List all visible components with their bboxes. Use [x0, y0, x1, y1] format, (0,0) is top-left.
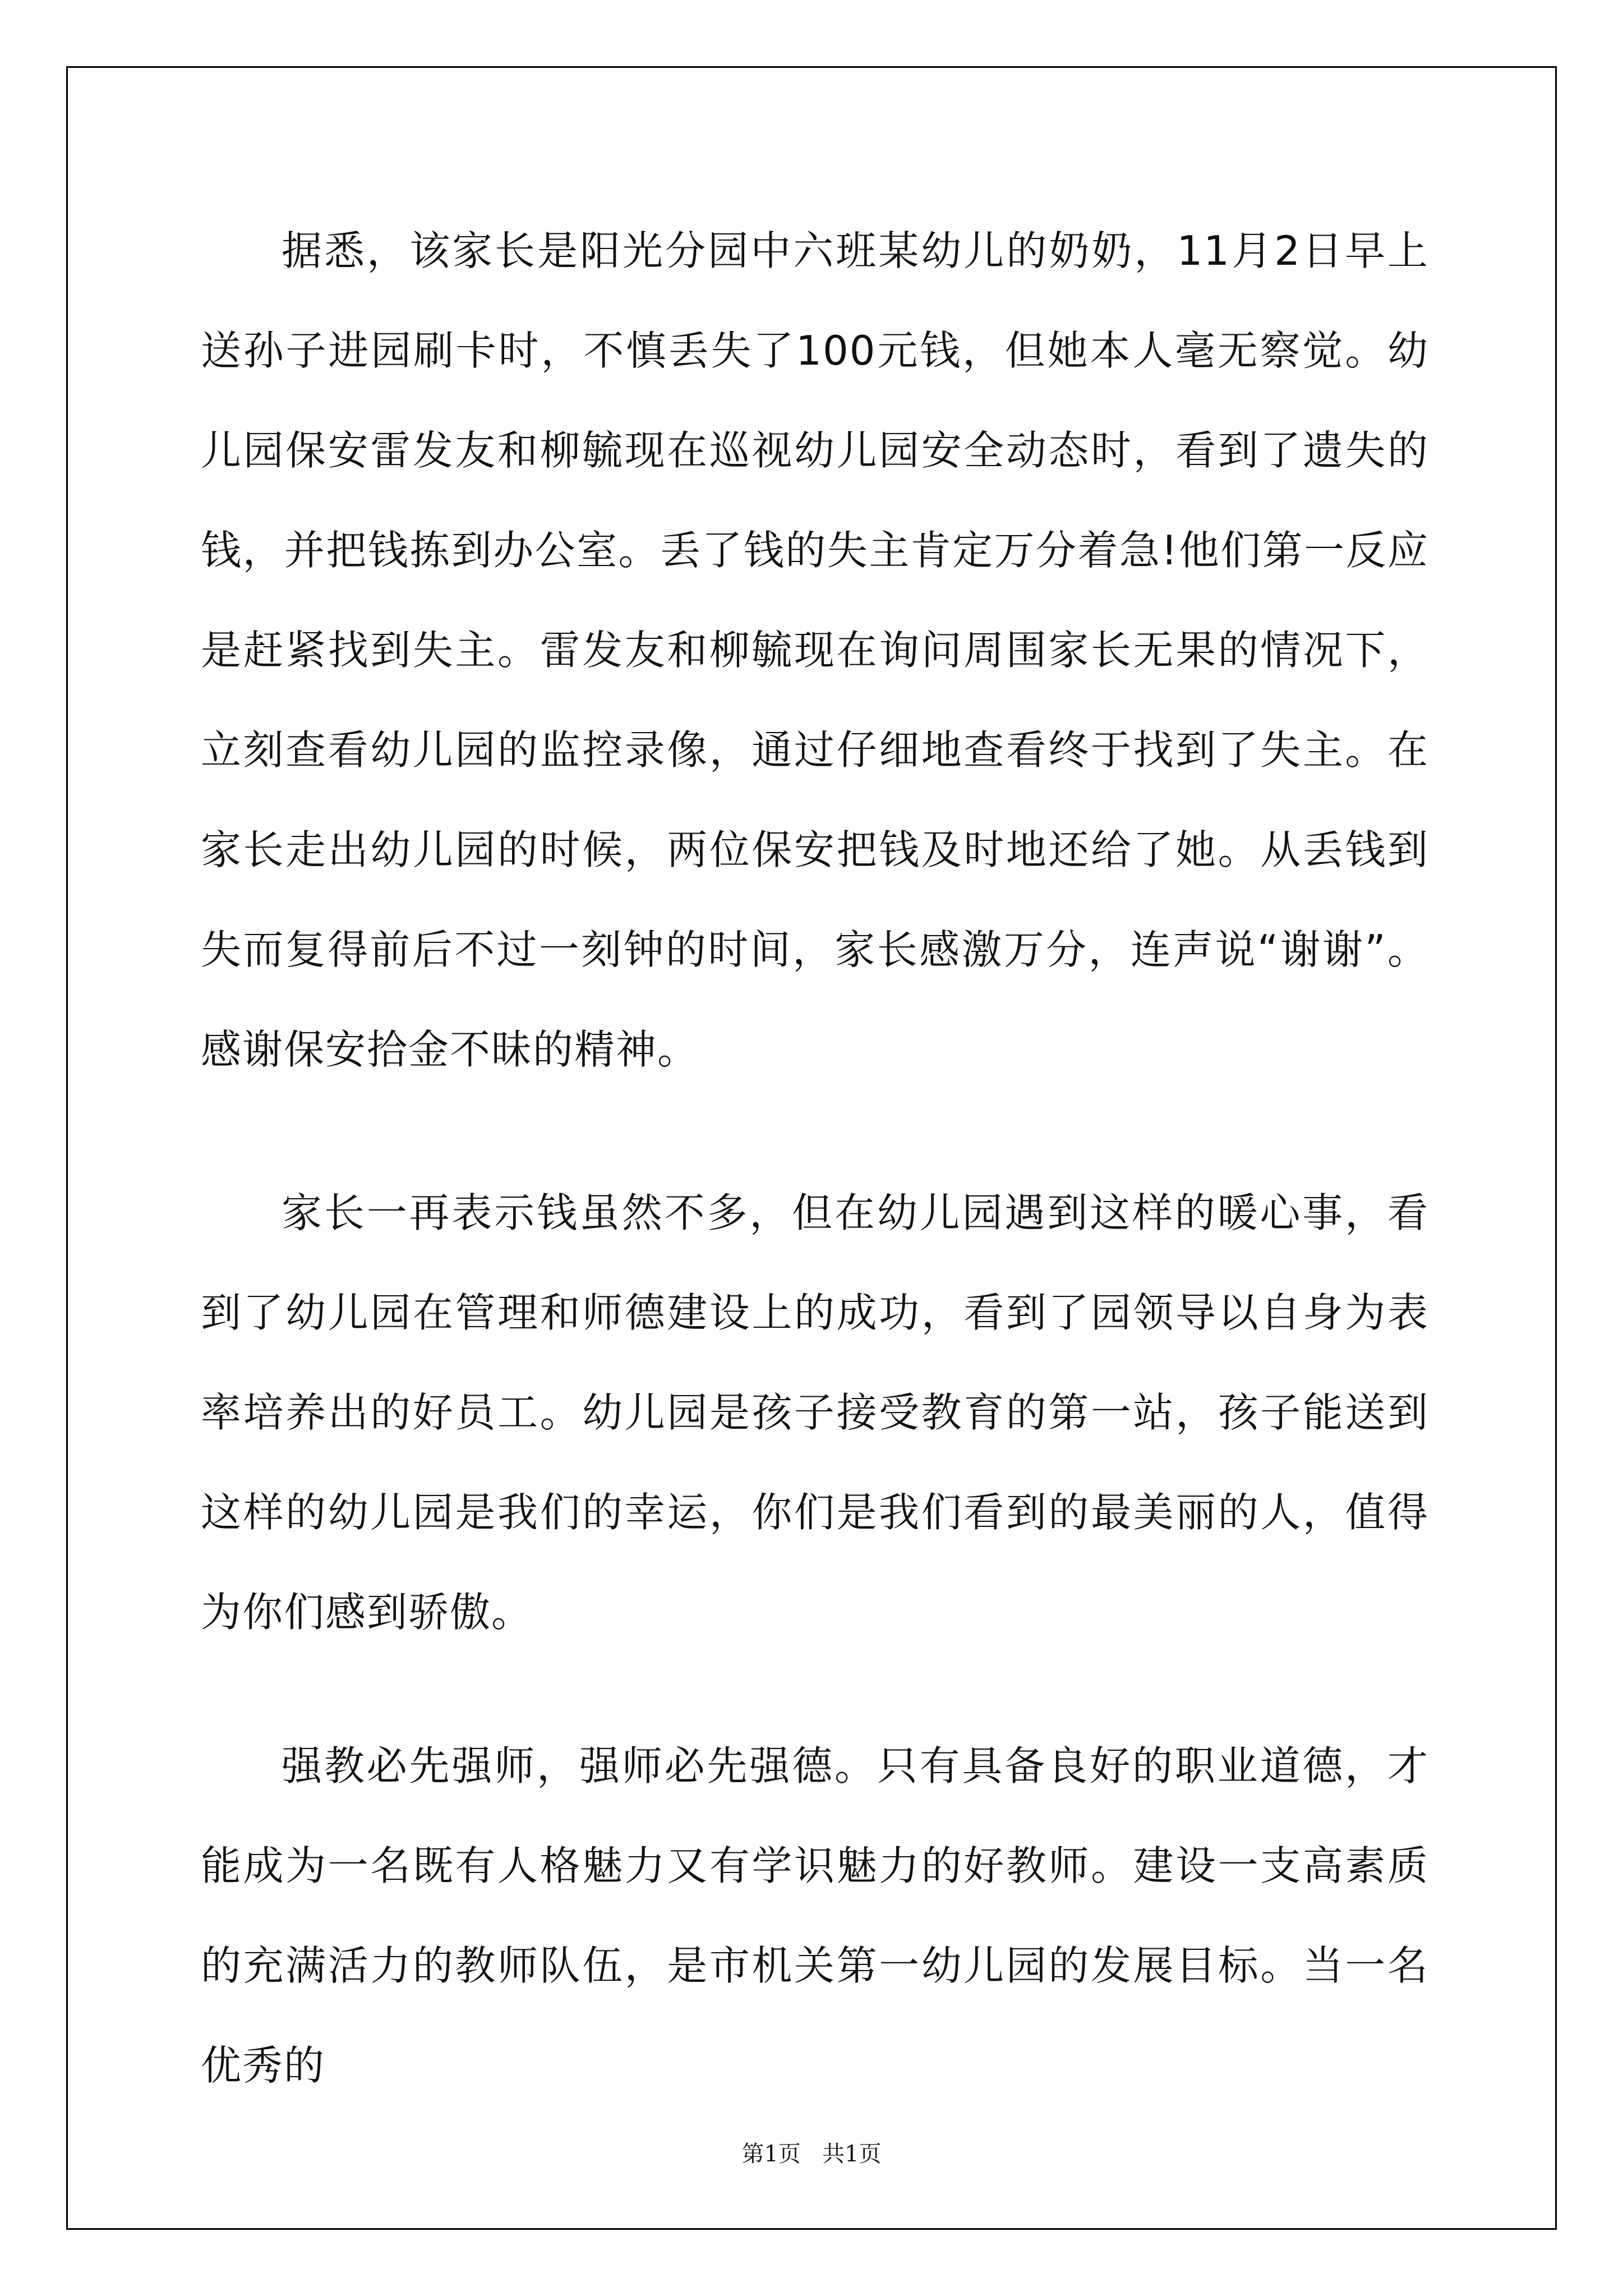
- paragraph-1: 据悉，该家长是阳光分园中六班某幼儿的奶奶，11月2日早上送孙子进园刷卡时，不慎丢失了100元钱，但她本人毫无察觉。幼儿园保安雷发友和柳毓现在巡视幼儿园安全动态时，看到了遗失的钱，并把钱拣到办公室。丢了钱的失主肯定万分着急!他们第一反应是赶紧找到失主。雷发友和柳毓现在询问周围家长无果的情况下，立刻查看幼儿园的监控录像，通过仔细地查看终于找到了失主。在家长走出幼儿园的时候，两位保安把钱及时地还给了她。从丢钱到失而复得前后不过一刻钟的时间，家长感激万分，连声说“谢谢”。 感谢保安拾金不昧的精神。: [201, 227, 1429, 1073]
- page-number-footer: 第1页 共1页: [741, 2141, 882, 2167]
- paragraph-3: 强教必先强师，强师必先强德。只有具备良好的职业道德，才能成为一名既有人格魅力又有学识魅力的好教师。建设一支高素质的充满活力的教师队伍，是市机关第一幼儿园的发展目标。当一名优秀的: [201, 1742, 1429, 2089]
- paragraph-2: 家长一再表示钱虽然不多，但在幼儿园遇到这样的暖心事，看到了幼儿园在管理和师德建设上的成功，看到了园领导以自身为表率培养出的好员工。幼儿园是孩子接受教育的第一站，孩子能送到这样的幼儿园是我们的幸运，你们是我们看到的最美丽的人，值得为你们感到骄傲。: [201, 1189, 1429, 1636]
